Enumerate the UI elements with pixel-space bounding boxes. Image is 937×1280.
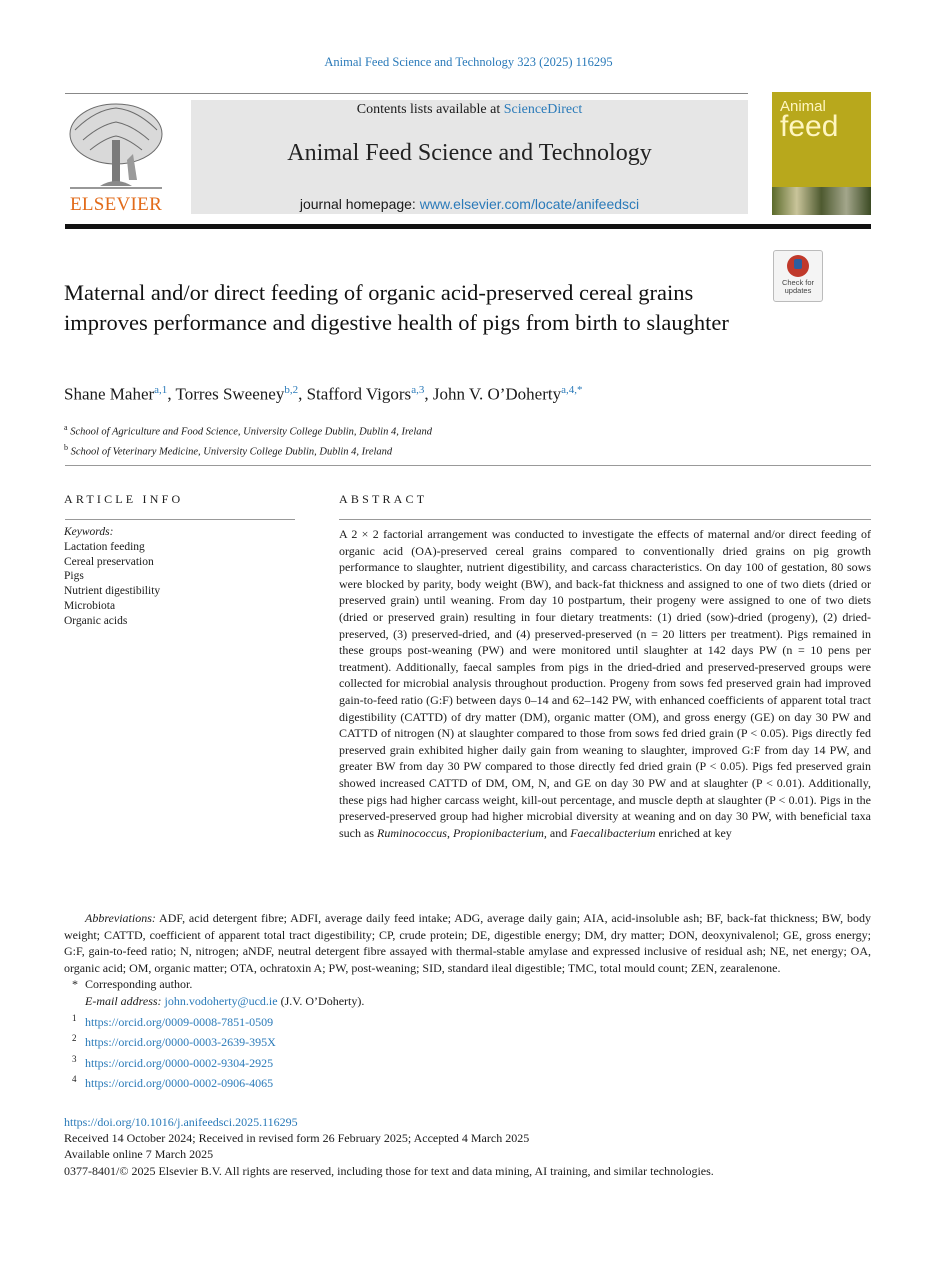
cover-photo-strip [772,187,871,215]
footnote-number [72,1010,85,1031]
homepage-prefix: journal homepage: [299,196,420,212]
journal-homepage-link[interactable]: www.elsevier.com/locate/anifeedsci [419,196,640,212]
keyword-item: Nutrient digestibility [64,585,161,598]
abstract-sep: and [546,825,571,840]
abstract-rule [339,519,871,520]
journal-reference-link[interactable]: Animal Feed Science and Technology 323 (2025) 116295 [324,55,613,69]
abbreviations-label: Abbreviations: [85,911,156,925]
copyright-notice: 0377-8401/© 2025 Elsevier B.V. All rights are reserved, including those for text and data mining, AI training, and similar technologies. [64,1163,714,1178]
journal-cover-image[interactable] [772,92,871,215]
corresponding-text: Corresponding author. [85,977,193,992]
email-note [64,993,871,1010]
orcid-footnote [64,1071,871,1092]
section-divider [65,465,871,466]
orcid-link[interactable]: https://orcid.org/0000-0002-0906-4065 [85,1076,274,1091]
footnote-number [72,1051,85,1072]
abstract-heading: ABSTRACT [339,492,428,506]
abstract-body [339,526,871,841]
footnotes [64,910,871,1092]
footnote-symbol: * [72,977,78,992]
abbreviations-text: ADF, acid detergent fibre; ADFI, average daily feed intake; ADG, average daily gain; AIA, acid-insoluble ash; BF, back-fat thickness; BW, body weight; CATTD, coefficient of apparent total tract digestibility; CP, crude protein; DE, digestible energy; DM, dry matter; DON, deoxynivalenol; GE, gross energy; G:F, gain-to-feed ratio; N, nitrogen; aNDF, neutral detergent fibre assayed with thermal-stable amylase and expressed inclusive of residual ash; NE, net energy; OA, organic acid; OM, organic matter; OTA, ochratoxin A; PW, post-weaning; SID, standard ileal digestible; TMC, total mould count; ZEN, zearalenone. [64,911,871,975]
orcid-link[interactable]: https://orcid.org/0000-0002-9304-2925 [85,1055,274,1070]
keywords-label: Keywords: [64,526,114,538]
abstract-sep: , [446,825,453,840]
publication-info [64,1114,714,1179]
author-list [64,384,583,405]
journal-title: Animal Feed Science and Technology [287,140,652,166]
orcid-link[interactable]: https://orcid.org/0000-0003-2639-395X [85,1035,276,1050]
cover-title-small: Animal [780,98,826,115]
keywords-block [64,525,160,629]
author-affiliation-marker[interactable]: a,4,* [561,384,583,396]
available-online: Available online 7 March 2025 [64,1147,214,1162]
orcid-link[interactable]: https://orcid.org/0009-0008-7851-0509 [85,1014,274,1029]
journal-header-box [191,100,748,214]
contents-prefix: Contents lists available at [356,102,504,117]
author-affiliation-marker[interactable]: a,1 [154,384,168,396]
orcid-list [64,1010,871,1092]
author-name[interactable]: John V. O’Doherty [432,384,562,404]
elsevier-wordmark: ELSEVIER [69,194,163,215]
abstract-text-part2: enriched at key [655,825,732,840]
sciencedirect-link[interactable]: ScienceDirect [503,102,583,117]
check-for-updates-button[interactable] [773,250,823,302]
elsevier-tree-icon [65,100,167,192]
email-suffix: (J.V. O’Doherty). [277,993,365,1008]
taxon-propionibacterium: Propionibacterium, [452,825,547,840]
footnote-number-sup: 4 [72,1074,77,1085]
homepage-line [191,196,748,212]
orcid-footnote [64,1010,871,1031]
author-affiliation-marker[interactable]: a,3 [411,384,425,396]
author-separator: , [298,384,307,404]
footnote-number-sup: 1 [72,1012,77,1023]
article-info-rule [65,519,295,520]
author-name[interactable]: Stafford Vigors [306,384,412,404]
footnote-number [72,1030,85,1051]
orcid-footnote [64,1051,871,1072]
footnote-number [72,1071,85,1092]
taxon-ruminococcus: Ruminococcus [377,825,447,840]
affiliation-marker: a [64,423,68,432]
abstract-text-part1: A 2 × 2 factorial arrangement was conducted to investigate the effects of maternal and/or direct feeding of organic acid (OA)-preserved cereal grains compared to conventionally dried grains on pig growth performance to slaughter, nutrient digestibility, and carcass characteristics. On day 100 of gestation, 80 sows were blocked by parity, body weight (BW), and back-fat thickness and assigned to one of two diets (dried or preserved grain) until weaning. From day 10 postpartum, their progeny were assigned to one of two diets (dried or preserved grain) resulting in four dietary treatments: (1) dried (sow)-dried (progeny), (2) dried-preserved, (3) preserved-dried, and (4) preserved-preserved (n = 20 litters per treatment). Pigs remained in these groups post-weaning (PW) and were monitored until slaughter at 142 days PW (n = 10 pens per treatment). Additionally, faecal samples from pigs in the dried-dried and preserved-preserved groups were collected for microbial analysis throughout production. Progeny from sows fed preserved grain had improved gain-to-feed ratio (G:F) between days 0–14 and 62–142 PW, with enhanced coefficients of apparent total tract digestibility (CATTD) of dry matter (DM), organic matter (OM), and gross energy (GE) on day 30 PW and CATTD of nitrogen (N) at slaughter compared to those from sows fed dried grain (P < 0.05). Pigs directly fed preserved grain exhibited higher daily gain from weaning to slaughter, improved G:F from day 14 PW, and greater BW from day 30 PW compared to those directly fed dried grain (P < 0.05). Pigs fed preserved grain showed increased CATTD of DM, OM, N, and GE on day 30 PW and at slaughter (P < 0.01). Additionally, these pigs had higher carcass weight, kill-out percentage, and muscle depth at slaughter (P < 0.01). Pigs in the preserved-preserved group had higher microbial diversity at weaning and on day 30 PW, with beneficial taxa such as [339,527,871,840]
header-top-rule [65,93,748,94]
article-info-heading: ARTICLE INFO [64,492,184,506]
affiliation-text: School of Veterinary Medicine, University College Dublin, Dublin 4, Ireland [70,446,393,457]
taxon-faecalibacterium: Faecalibacterium [570,825,656,840]
cover-title [780,100,838,141]
author-name[interactable]: Shane Maher [64,384,155,404]
elsevier-logo [65,100,167,216]
orcid-footnote [64,1030,871,1051]
cover-title-big: feed [780,110,839,143]
received-dates: Received 14 October 2024; Received in revised form 26 February 2025; Accepted 4 March 2025 [64,1131,530,1146]
affiliation-item [64,440,432,460]
author-name[interactable]: Torres Sweeney [175,384,285,404]
keyword-item: Microbiota [64,599,116,612]
footnote-number-sup: 3 [72,1053,77,1064]
affiliation-text: School of Agriculture and Food Science, University College Dublin, Dublin 4, Ireland [70,426,432,438]
header-bottom-rule [65,224,871,229]
check-updates-icon [787,255,809,277]
article-title: Maternal and/or direct feeding of organic acid-preserved cereal grains improves performance and digestive health of pigs from birth to slaughter [64,280,729,335]
check-updates-label: Check for updates [781,278,815,295]
abbreviations-footnote [64,910,871,976]
email-link[interactable]: john.vodoherty@ucd.ie [164,993,278,1008]
keyword-item: Lactation feeding [64,540,145,553]
keyword-item: Cereal preservation [64,555,154,568]
affiliations [64,420,432,459]
doi-link[interactable]: https://doi.org/10.1016/j.anifeedsci.2025.116295 [64,1115,298,1129]
keyword-item: Organic acids [64,614,128,627]
corresponding-author-note [64,976,871,993]
author-affiliation-marker[interactable]: b,2 [284,384,299,396]
keyword-item: Pigs [64,570,84,583]
affiliation-item [64,420,432,440]
footnote-number-sup: 2 [72,1033,77,1044]
email-label: E-mail address: [85,993,162,1008]
affiliation-marker: b [64,442,68,452]
contents-line [191,102,748,118]
author-separator: , [424,384,433,404]
author-separator: , [167,384,176,404]
